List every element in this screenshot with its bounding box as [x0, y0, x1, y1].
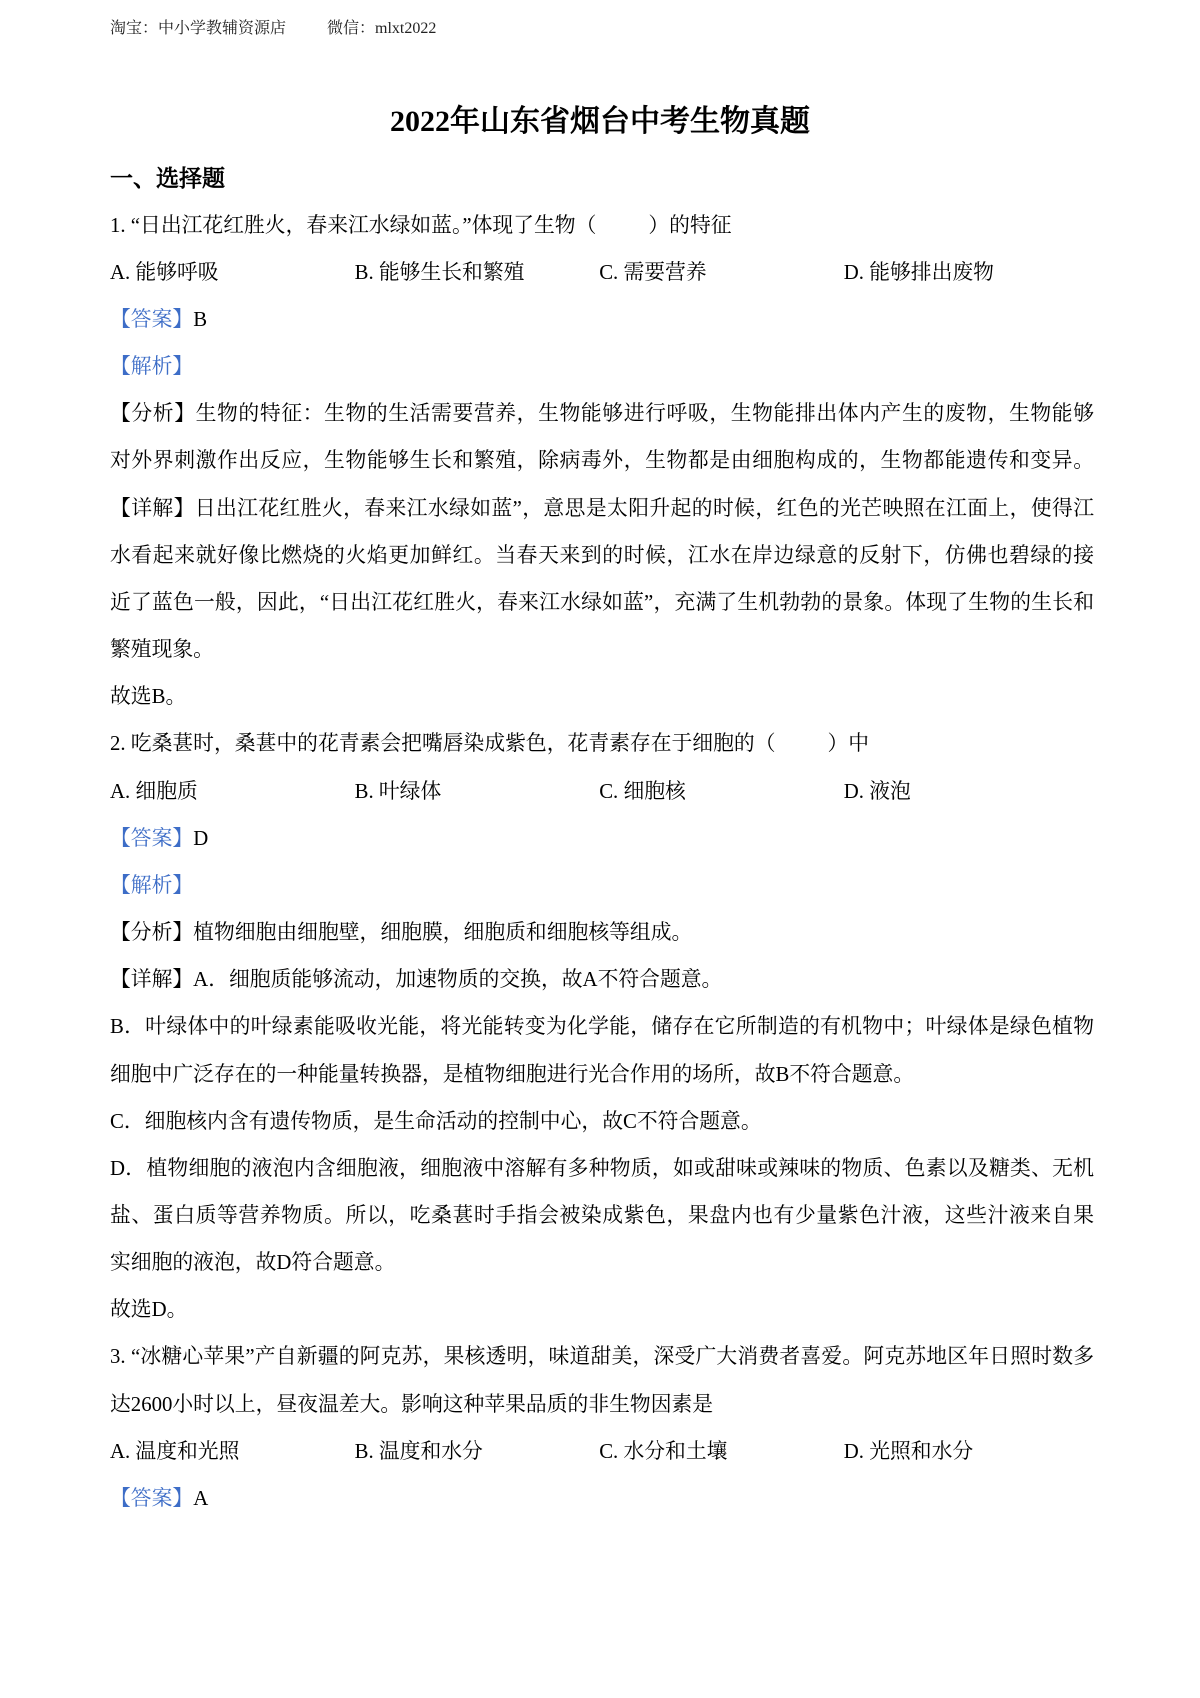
q3-option-a: A. 温度和光照	[110, 1439, 240, 1463]
q3-option-b: B. 温度和水分	[354, 1439, 483, 1463]
q2-option-b: B. 叶绿体	[354, 779, 442, 803]
q2-answer	[110, 815, 1094, 862]
header-wechat-text: 微信：mlxt2022	[327, 20, 437, 37]
q1-option-d: D. 能够排出废物	[843, 260, 994, 284]
q2-option-c: C. 细胞核	[599, 779, 686, 803]
q2-stem: 2. 吃桑葚时，桑葚中的花青素会把嘴唇染成紫色，花青素存在于细胞的（ ）中	[110, 732, 870, 756]
q3-options	[110, 1428, 1094, 1475]
q1-detail-line: 【详解】日出江花红胜火，春来江水绿如蓝”，意思是太阳升起的时候，红色的光芒映照在江面上，使得江	[110, 496, 1094, 520]
q2-detail-line: B．叶绿体中的叶绿素能吸收光能，将光能转变为化学能，储存在它所制造的有机物中；叶绿体是绿色植物	[110, 1015, 1094, 1039]
q1-detail-line: 繁殖现象。	[110, 638, 214, 662]
q2-explanation-label: 【解析】	[110, 873, 194, 897]
section-heading: 一、选择题	[110, 166, 225, 191]
q2-detail-line: 细胞中广泛存在的一种能量转换器，是植物细胞进行光合作用的场所，故B不符合题意。	[110, 1062, 915, 1086]
q2-answer-value: D	[193, 826, 209, 850]
q3-answer	[110, 1475, 1094, 1522]
q2-detail-line: C．细胞核内含有遗传物质，是生命活动的控制中心，故C不符合题意。	[110, 1109, 762, 1133]
q3-stem-line: 达2600小时以上，昼夜温差大。影响这种苹果品质的非生物因素是	[110, 1392, 714, 1416]
q2-options	[110, 768, 1094, 815]
q2-detail-line: 【详解】A．细胞质能够流动，加速物质的交换，故A不符合题意。	[110, 968, 723, 992]
q1-analysis-line: 对外界刺激作出反应，生物能够生长和繁殖，除病毒外，生物都是由细胞构成的，生物都能遗传和变异。	[110, 449, 1094, 473]
q2-detail-line: D．植物细胞的液泡内含细胞液，细胞液中溶解有多种物质，如或甜味或辣味的物质、色素以及糖类、无机	[110, 1156, 1094, 1180]
q1-detail-line: 近了蓝色一般，因此，“日出江花红胜火，春来江水绿如蓝”，充满了生机勃勃的景象。体现了生物的生长和	[110, 590, 1094, 614]
q1-option-a: A. 能够呼吸	[110, 260, 219, 284]
q2-analysis-line: 【分析】植物细胞由细胞壁，细胞膜，细胞质和细胞核等组成。	[110, 921, 693, 945]
q1-stem: 1. “日出江花红胜火，春来江水绿如蓝。”体现了生物（ ）的特征	[110, 213, 732, 237]
q1-detail-line: 水看起来就好像比燃烧的火焰更加鲜红。当春天来到的时候，江水在岸边绿意的反射下，仿佛也碧绿的接	[110, 543, 1094, 567]
q2-detail-line: 实细胞的液泡，故D符合题意。	[110, 1251, 396, 1275]
q1-conclusion: 故选B。	[110, 685, 187, 709]
question-list	[110, 202, 1094, 1522]
header-shop-text: 淘宝：中小学教辅资源店	[110, 20, 287, 37]
q1-options	[110, 249, 1094, 296]
q3-option-d: D. 光照和水分	[843, 1439, 974, 1463]
page-title: 2022年山东省烟台中考生物真题	[390, 105, 810, 138]
q1-option-c: C. 需要营养	[599, 260, 707, 284]
q2-detail-line: 盐、蛋白质等营养物质。所以，吃桑葚时手指会被染成紫色，果盘内也有少量紫色汁液，这些汁液来自果	[110, 1203, 1094, 1227]
q3-stem-line: 3. “冰糖心苹果”产自新疆的阿克苏，果核透明，味道甜美，深受广大消费者喜爱。阿克苏地区年日照时数多	[110, 1345, 1094, 1369]
q2-option-a: A. 细胞质	[110, 779, 198, 803]
q1-answer	[110, 296, 1094, 343]
q1-answer-label: 【答案】	[110, 308, 194, 331]
q3-answer-value: A	[193, 1486, 209, 1510]
q1-explanation-label: 【解析】	[110, 355, 194, 379]
q1-option-b: B. 能够生长和繁殖	[354, 260, 525, 284]
q1-answer-value: B	[193, 308, 208, 331]
q2-option-d: D. 液泡	[843, 779, 911, 803]
q3-answer-label: 【答案】	[110, 1486, 194, 1510]
q2-conclusion: 故选D。	[110, 1298, 188, 1322]
q3-option-c: C. 水分和土壤	[599, 1439, 728, 1463]
q1-analysis-line: 【分析】生物的特征：生物的生活需要营养，生物能够进行呼吸，生物能排出体内产生的废物，生物能够	[110, 402, 1094, 426]
q2-answer-label: 【答案】	[110, 826, 194, 850]
